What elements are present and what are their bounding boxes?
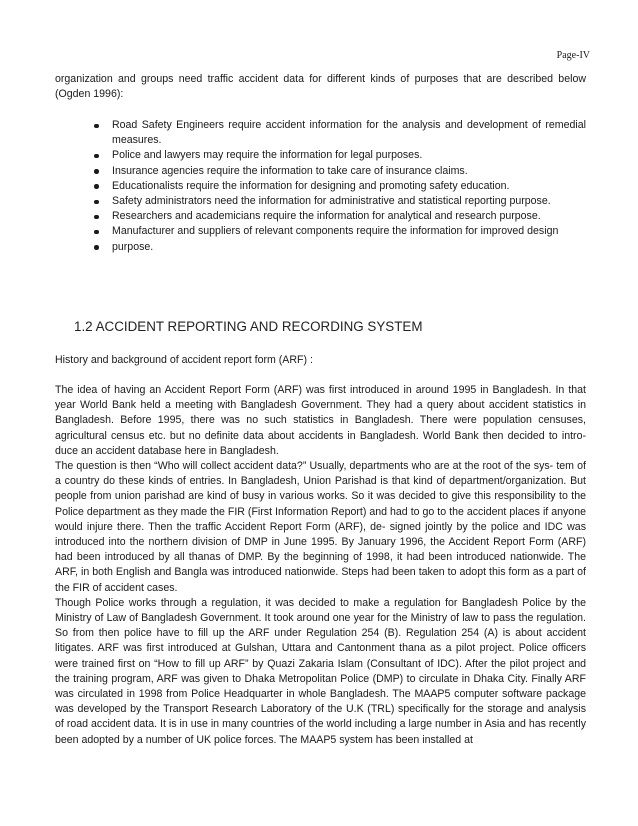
paragraph: The question is then “Who will collect accident data?” Usually, departments who are at the root of the sys- tem of a country do these kinds of entries. In Bangladesh, Union Parishad is that kind of department/organization. But people from union parishad are kind of busy in various works. So it was decided to give this responsibility to the Police department as they made the FIR (First Information Report) and had to go to the accident places if anyone would injure there. Then the traffic Accident Report Form (ARF), de- signed jointly by the police and IDC was introduced into the northern division of DMP in June 1995. By January 1996, the Accident Report Form (ARF) had been introduced by all thanas of DMP. By the beginning of 1998, it had been introduced nationwide. The ARF, in both English and Bangla was introduced nationwide. Steps had been taken to adopt this form as a part of the FIR of accident cases. — [55, 460, 586, 594]
bullet-item: Police and lawyers may require the information for legal purposes. — [92, 148, 586, 163]
intro-paragraph: organization and groups need traffic accident data for different kinds of purposes that are described below (Ogden 1996): — [55, 73, 586, 101]
bullet-item: Safety administrators need the information for administrative and statistical reporting purpose. — [92, 194, 586, 209]
section-heading: 1.2 ACCIDENT REPORTING AND RECORDING SYSTEM — [74, 319, 423, 334]
bullet-item: Educationalists require the information for designing and promoting safety education. — [92, 179, 586, 194]
subsection-title: History and background of accident report form (ARF) : — [55, 354, 313, 366]
bullet-item: Insurance agencies require the information to take care of insurance claims. — [92, 164, 586, 179]
bullet-item: Manufacturer and suppliers of relevant components require the information for improved design — [92, 224, 586, 239]
page-number: Page-IV — [556, 50, 590, 61]
bullet-item: Road Safety Engineers require accident information for the analysis and development of remedial measures. — [92, 118, 586, 148]
paragraph: Though Police works through a regulation, it was decided to make a regulation for Bangladesh Police by the Ministry of Law of Bangladesh Government. It took around one year for the Ministry of law to pass the regulation. So from then police have to fill up the ARF under Regulation 254 (B). Regulation 254 (A) is about accident litigates. ARF was first introduced at Gulshan, Uttara and Cantonment thana as a pilot project. Police officers were trained first on “How to fill up ARF” by Quazi Zakaria Islam (Consultant of IDC). After the pilot project and the training program, ARF was given to Dhaka Metropolitan Police (DMP) to circulate in Dhaka City. Finally ARF was circulated in 1998 from Police Headquarter in whole Bangladesh. The MAAP5 computer software package was developed by the Transport Research Laboratory of the U.K (TRL) specifically for the storage and analysis of road accident data. It is in use in many countries of the world including a large number in Asia and has recently been adopted by a number of UK police forces. The MAAP5 system has been installed at — [55, 596, 586, 746]
bullet-item: Researchers and academicians require the information for analytical and research purpose. — [92, 209, 586, 224]
paragraph: The idea of having an Accident Report Form (ARF) was first introduced in around 1995 in Bangladesh. In that year World Bank held a meeting with Bangladesh Government. They had a query about accident statistics in Bangladesh. Before 1995, there was no such statistics in Bangladesh. There were population censuses, agricultural census etc. but no definite data about accidents in Bangladesh. World Bank then decided to intro- duce an accident database here in Bangladesh. — [55, 384, 586, 457]
bullet-item: purpose. — [92, 240, 586, 255]
main-text — [55, 383, 586, 748]
purpose-bullet-list — [92, 118, 586, 255]
